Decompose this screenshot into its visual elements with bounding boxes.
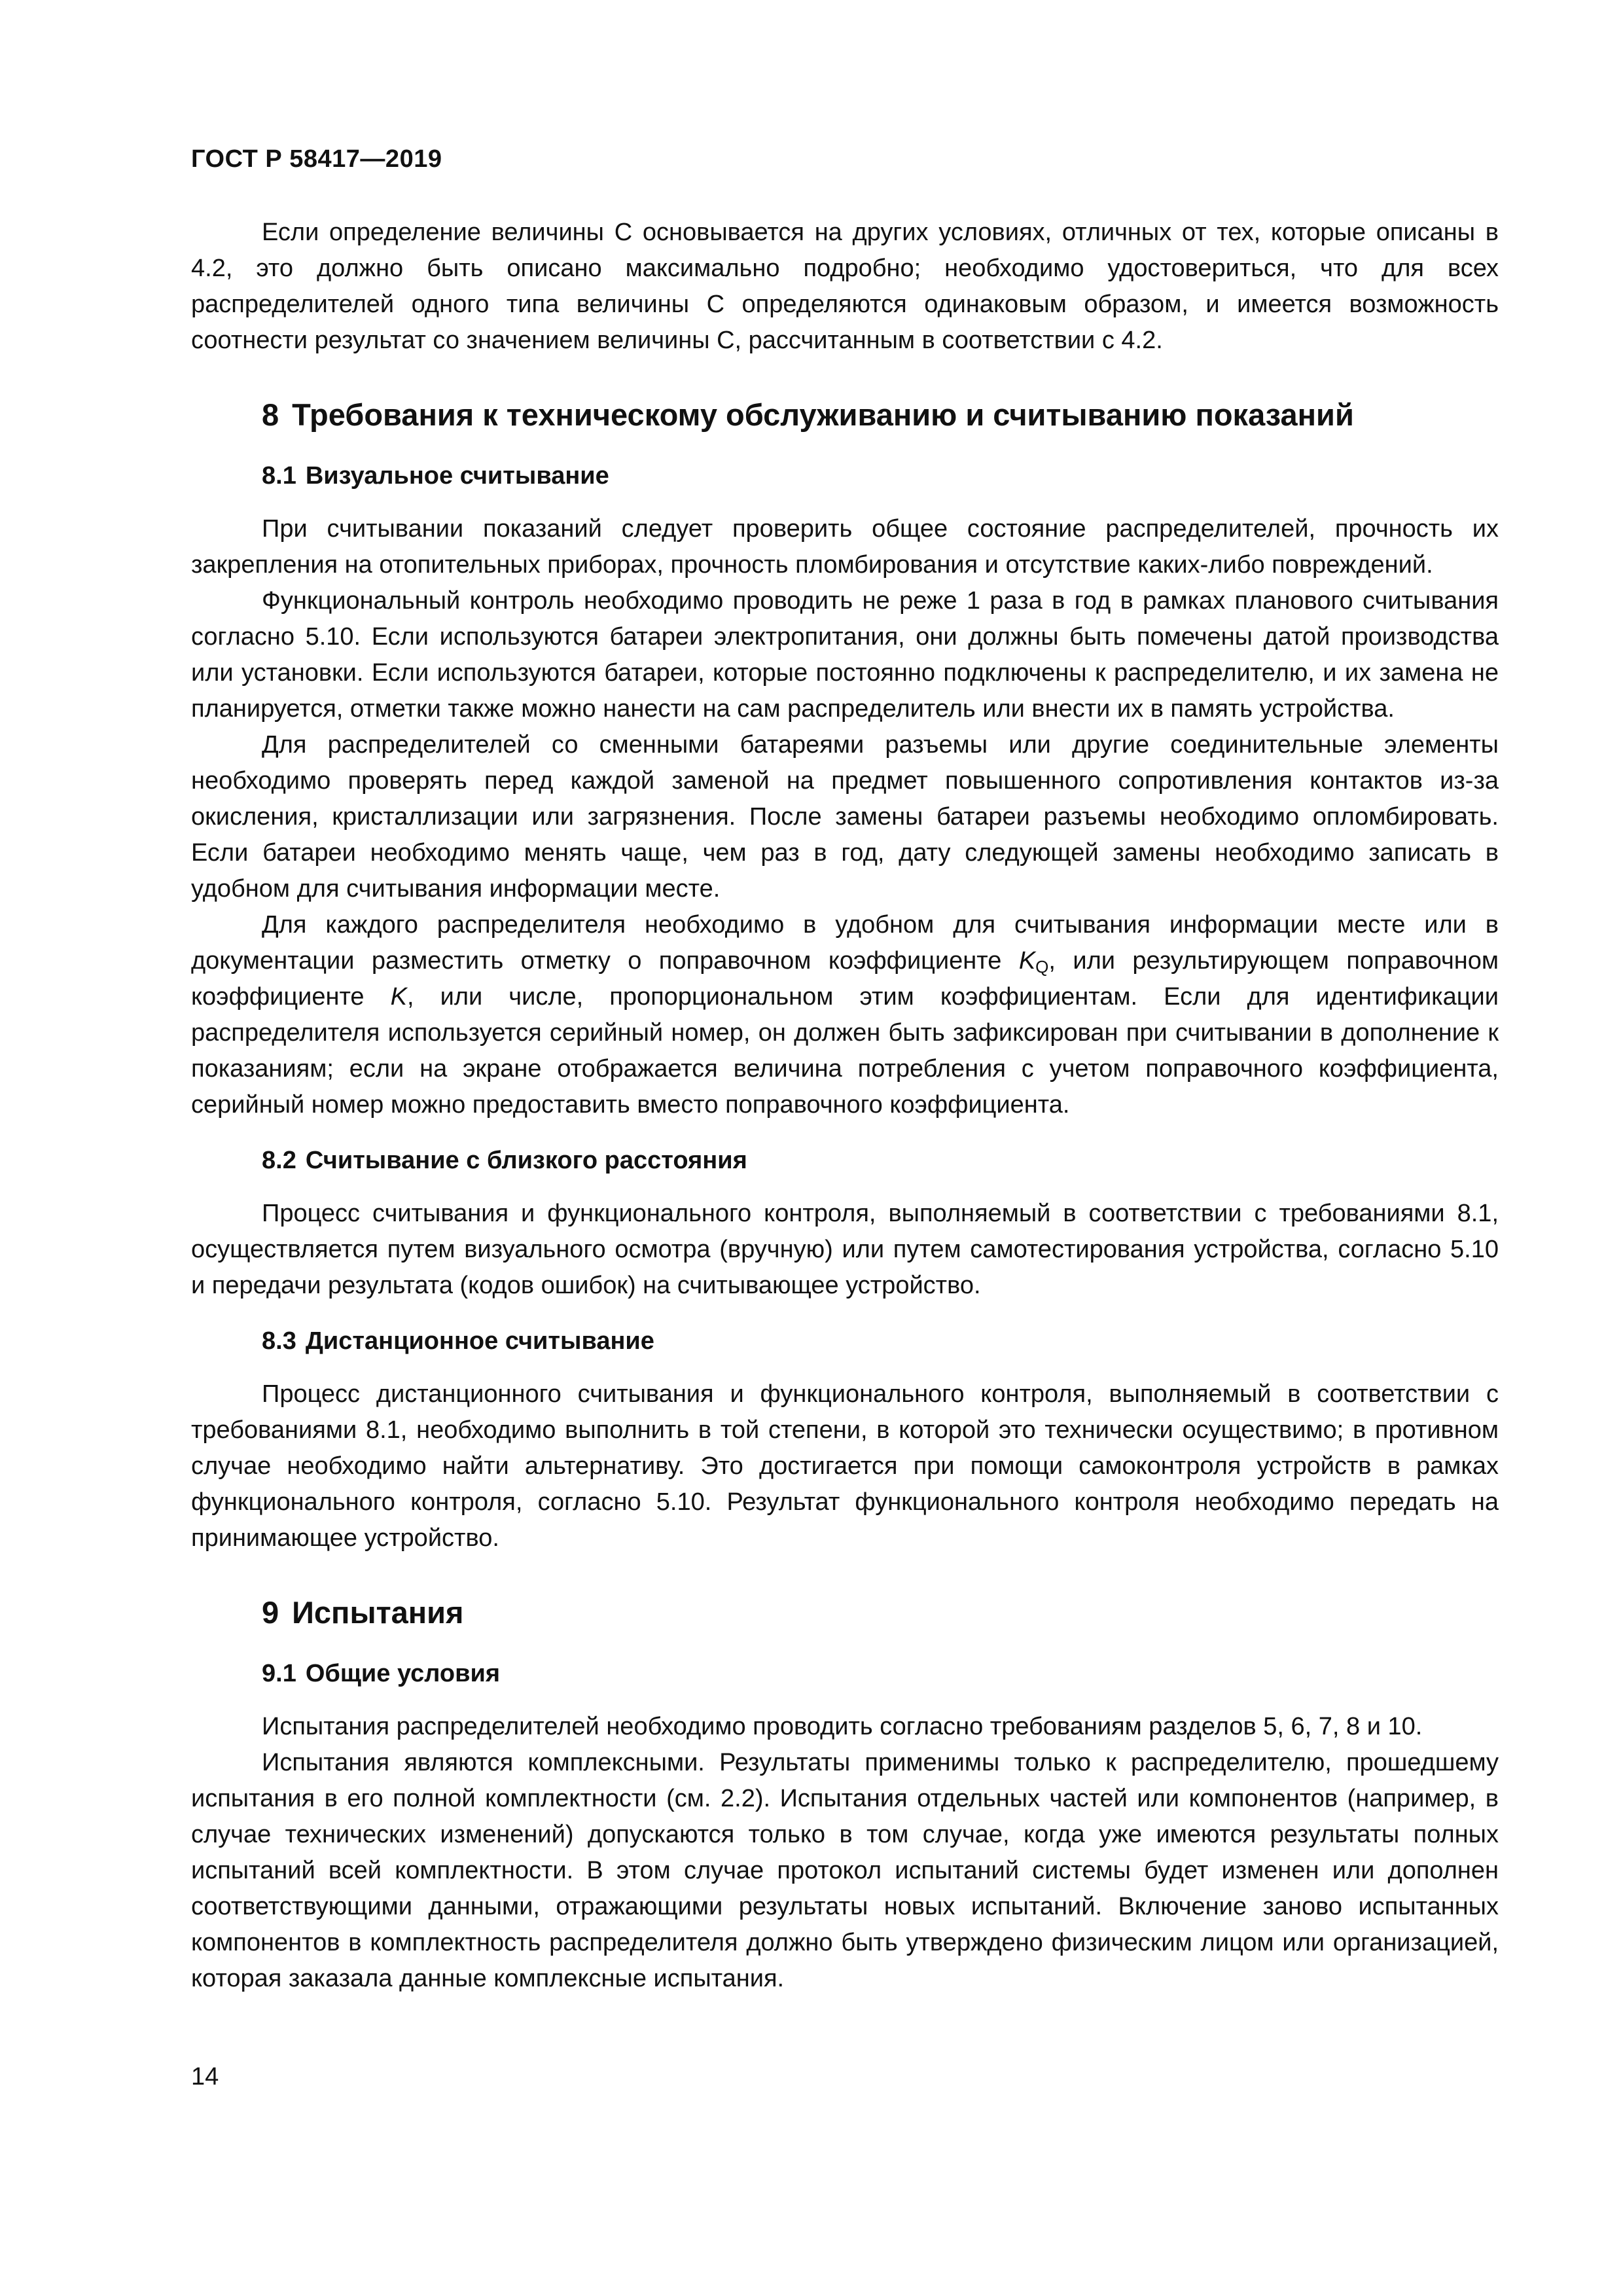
subsection-title: Общие условия bbox=[305, 1660, 501, 1687]
subsection-8-3-heading bbox=[191, 1323, 1499, 1359]
subsection-8-1-heading bbox=[191, 458, 1499, 494]
section-title: Испытания bbox=[292, 1595, 464, 1630]
text-run: , или числе, пропорциональном этим коэффициентам. Если для идентификации распределителя используется серийный номер, он должен быть зафиксирован при считывании в дополнение к показаниям; если на экране отображается величина потребления с учетом поправочного коэффициента, серийный номер можно предоставить вместо поправочного коэффициента. bbox=[191, 983, 1499, 1119]
paragraph: При считывании показаний следует проверить общее состояние распределителей, прочность их закрепления на отопительных приборах, прочность пломбирования и отсутствие каких-либо повреждений. bbox=[191, 515, 1499, 579]
paragraph: Процесс считывания и функционального контроля, выполняемый в соответствии с требованиями 8.1, осуществляется путем визуального осмотра (вручную) или путем самотестирования устройства, согласно 5.10 и передачи результата (кодов ошибок) на считывающее устройство. bbox=[191, 1200, 1499, 1299]
section-9-heading bbox=[191, 1592, 1499, 1634]
subscript-q: Q bbox=[1035, 957, 1049, 977]
paragraph: Процесс дистанционного считывания и функционального контроля, выполняемый в соответствии с требованиями 8.1, необходимо выполнить в той степени, в которой это технически осуществимо; в противном случае необходимо найти альтернативу. Это достигается при помощи самоконтроля устройств в рамках функционального контроля, согласно 5.10. Результат функционального контроля необходимо передать на принимающее устройство. bbox=[191, 1380, 1499, 1552]
symbol-k: K bbox=[1018, 947, 1036, 975]
section-8-heading bbox=[191, 394, 1499, 436]
paragraph: Функциональный контроль необходимо проводить не реже 1 раза в год в рамках планового считывания согласно 5.10. Если используются батареи электропитания, они должны быть помечены датой производства или установки. Если используются батареи, которые постоянно подключены к распределителю, и их замена не планируется, отметки также можно нанести на сам распределитель или внести их в память устройства. bbox=[191, 587, 1499, 723]
intro-paragraph: Если определение величины С основывается на других условиях, отличных от тех, которые описаны в 4.2, это должно быть описано максимально подробно; необходимо удостовериться, что для всех распределителей одного типа величины С определяются одинаковым образом, и имеется возможность соотнести результат со значением величины С, рассчитанным в соответствии с 4.2. bbox=[191, 219, 1499, 354]
section-title: Требования к техническому обслуживанию и считыванию показаний bbox=[292, 397, 1354, 432]
page-content bbox=[191, 215, 1499, 1997]
paragraph: Для распределителей со сменными батареями разъемы или другие соединительные элементы необходимо проверять перед каждой заменой на предмет повышенного сопротивления контактов из-за окисления, кристаллизации или загрязнения. После замены батареи разъемы необходимо опломбировать. Если батареи необходимо менять чаще, чем раз в год, дату следующей замены необходимо записать в удобном для считывания информации месте. bbox=[191, 731, 1499, 903]
page-number: 14 bbox=[191, 2063, 219, 2090]
paragraph: Испытания являются комплексными. Результаты применимы только к распределителю, прошедшему испытания в его полной комплектности (см. 2.2). Испытания отдельных частей или компонентов (например, в случае технических изменений) допускаются только в том случае, когда уже имеются результаты полных испытаний всей комплектности. В этом случае протокол испытаний системы будет изменен или дополнен соответствующими данными, отражающими результаты новых испытаний. Включение заново испытанных компонентов в комплектность распределителя должно быть утверждено физическим лицом или организацией, которая заказала данные комплексные испытания. bbox=[191, 1749, 1499, 1992]
subsection-number: 9.1 bbox=[262, 1660, 296, 1687]
subsection-9-1-heading bbox=[191, 1656, 1499, 1692]
document-code: ГОСТ Р 58417—2019 bbox=[191, 145, 442, 173]
subsection-number: 8.1 bbox=[262, 462, 296, 490]
subsection-number: 8.3 bbox=[262, 1327, 296, 1355]
symbol-k: K bbox=[390, 983, 407, 1011]
paragraph: Испытания распределителей необходимо проводить согласно требованиям разделов 5, 6, 7, 8 и 10. bbox=[262, 1713, 1423, 1740]
section-number: 9 bbox=[262, 1595, 279, 1630]
subsection-8-2-heading bbox=[191, 1143, 1499, 1179]
paragraph-correction-factor bbox=[191, 907, 1499, 1123]
subsection-title: Визуальное считывание bbox=[305, 462, 609, 490]
text-run: Для каждого распределителя необходимо в удобном для считывания информации месте или в документации разместить отметку о поправочном коэффициенте bbox=[191, 911, 1499, 975]
subsection-number: 8.2 bbox=[262, 1147, 296, 1174]
subsection-title: Считывание с близкого расстояния bbox=[305, 1147, 747, 1174]
text-run: , или результирующем поправочном коэффициенте bbox=[191, 947, 1499, 1011]
section-number: 8 bbox=[262, 397, 279, 432]
subsection-title: Дистанционное считывание bbox=[305, 1327, 654, 1355]
